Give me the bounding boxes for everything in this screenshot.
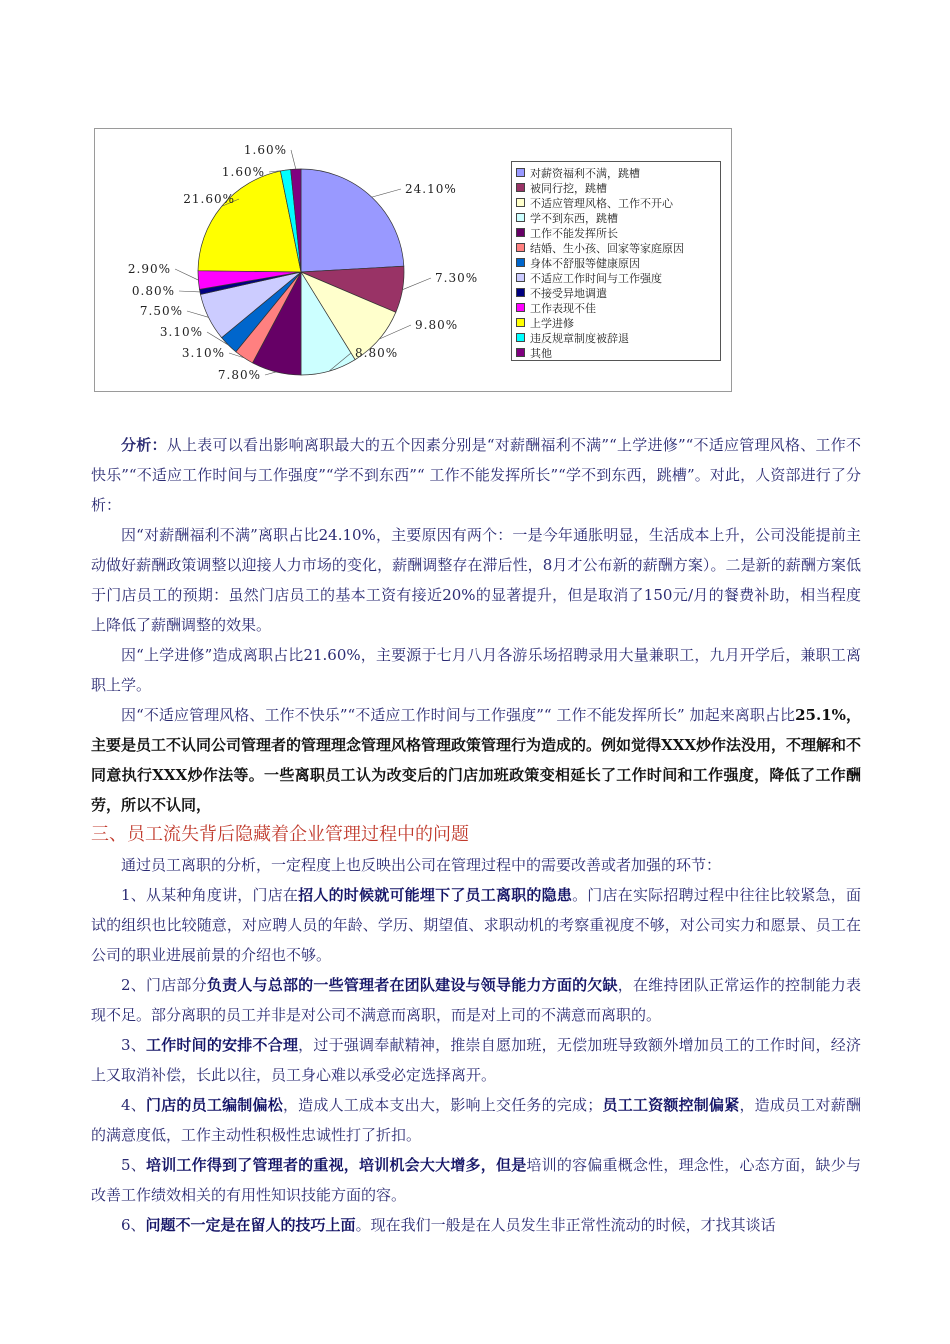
legend-swatch: [516, 258, 525, 267]
salary-paragraph: 因“对薪酬福利不满”离职占比24.10%，主要原因有两个：一是今年通胀明显，生活成本上升，公司没能提前主动做好薪酬政策调整以迎接人力市场的变化，薪酬调整存在滞后性，8月才公布新的薪酬方案）。二是新的薪酬方案低于门店员工的预期：虽然门店员工的基本工资有接近20%的显著提升，但是取消了150元/月的餐费补助，相当程度上降低了薪酬调整的效果。: [91, 526, 861, 634]
legend-label: 工作表现不佳: [530, 301, 596, 315]
legend-label: 结婚、生小孩、回家等家庭原因: [530, 241, 684, 255]
legend-label: 工作不能发挥所长: [530, 226, 618, 240]
legend-entry: [516, 300, 720, 315]
legend-entry: [516, 240, 720, 255]
legend-entry: [516, 315, 720, 330]
legend-label: 不接受异地调遣: [530, 286, 607, 300]
legend-entry: [516, 285, 720, 300]
list-item: 4、门店的员工编制偏松，造成人工成本支出大，影响上交任务的完成；员工工资额控制偏紧，造成员工对薪酬的满意度低，工作主动性积极性忠诚性打了折扣。: [91, 1096, 861, 1144]
slice-value-label: 24.10%: [405, 182, 457, 196]
slice-value-label: 7.50%: [139, 304, 183, 318]
document-body: [91, 430, 861, 1240]
legend-entry: [516, 195, 720, 210]
list-item: 2、门店部分负责人与总部的一些管理者在团队建设与领导能力方面的欠缺，在维持团队正常运作的控制能力表现不足。部分离职的员工并非是对公司不满意而离职，而是对上司的不满意而离职的。: [91, 976, 861, 1024]
legend-swatch: [516, 228, 525, 237]
leader-line: [187, 311, 209, 317]
leader-line: [372, 189, 401, 197]
section-heading: 三、员工流失背后隐藏着企业管理过程中的问题: [91, 824, 469, 845]
legend-swatch: [516, 348, 525, 357]
study-paragraph: 因“上学进修”造成离职占比21.60%，主要源于七月八月各游乐场招聘录用大量兼职工，九月开学后，兼职工离职上学。: [91, 646, 861, 694]
legend-label: 不适应工作时间与工作强度: [530, 271, 662, 285]
analysis-label: 分析：: [121, 436, 167, 454]
legend-label: 学不到东西，跳槽: [530, 211, 618, 225]
legend-swatch: [516, 333, 525, 342]
legend-swatch: [516, 318, 525, 327]
slice-value-label: 3.10%: [159, 325, 203, 339]
legend-label: 其他: [530, 346, 552, 360]
legend-swatch: [516, 288, 525, 297]
slice-value-label: 21.60%: [183, 192, 235, 206]
slice-value-label: 3.10%: [181, 346, 225, 360]
legend-label: 上学进修: [530, 316, 574, 330]
legend-label: 对薪资福利不满，跳槽: [530, 166, 640, 180]
slice-value-label: 0.80%: [131, 284, 175, 298]
legend-swatch: [516, 273, 525, 282]
list-item: 3、工作时间的安排不合理，过于强调奉献精神，推崇自愿加班，无偿加班导致额外增加员工的工作时间，经济上又取消补偿，长此以往，员工身心难以承受必定选择离开。: [91, 1036, 861, 1084]
legend-swatch: [516, 243, 525, 252]
legend-swatch: [516, 213, 525, 222]
legend-label: 违反规章制度被辞退: [530, 331, 629, 345]
slice-value-label: 9.80%: [415, 318, 459, 332]
legend-entry: [516, 270, 720, 285]
list-item: 5、培训工作得到了管理者的重视，培训机会大大增多，但是培训的容偏重概念性，理念性，心态方面，缺少与改善工作绩效相关的有用性知识技能方面的容。: [91, 1156, 861, 1204]
legend-swatch: [516, 168, 525, 177]
legend-entry: [516, 345, 720, 360]
legend-entry: [516, 210, 720, 225]
slice-value-label: 1.60%: [221, 165, 265, 179]
intro-paragraph: 通过员工离职的分析，一定程度上也反映出公司在管理过程中的需要改善或者加强的环节：: [121, 856, 722, 874]
chart-legend: [511, 161, 721, 361]
leader-line: [291, 150, 296, 169]
leader-line: [179, 291, 200, 292]
pie-slice: [301, 169, 404, 272]
list-item: 6、问题不一定是在留人的技巧上面。现在我们一般是在人员发生非正常性流动的时候，才找其谈话: [121, 1216, 776, 1234]
slice-value-label: 1.60%: [243, 143, 287, 157]
legend-entry: [516, 180, 720, 195]
list-item: 1、从某种角度讲，门店在招人的时候就可能埋下了员工离职的隐患。门店在实际招聘过程中往往比较紧急，面试的组织也比较随意，对应聘人员的年龄、学历、期望值、求职动机的考察重视度不够，对公司实力和愿景、员工在公司的职业进展前景的介绍也不够。: [91, 886, 861, 964]
legend-label: 不适应管理风格、工作不开心: [530, 196, 673, 210]
slice-value-label: 2.90%: [127, 262, 171, 276]
legend-entry: [516, 225, 720, 240]
management-paragraph: 因“不适应管理风格、工作不快乐”“不适应工作时间与工作强度”“ 工作不能发挥所长” 加起来离职占比25.1%，主要是员工不认同公司管理者的管理理念管理风格管理政策管理行为造成的。例如觉得XXX炒作法没用，不理解和不同意执行XXX炒作法等。一些离职员工认为改变后的门店加班政策变相延长了工作时间和工作强度，降低了工作酬劳，所以不认同，: [91, 706, 861, 814]
leader-line: [402, 278, 431, 290]
slice-value-label: 7.80%: [217, 368, 261, 382]
leader-line: [175, 269, 198, 280]
legend-swatch: [516, 303, 525, 312]
analysis-paragraph: 分析：从上表可以看出影响离职最大的五个因素分别是“对薪酬福利不满”“上学进修”“不适应管理风格、工作不快乐”“不适应工作时间与工作强度”“学不到东西”“ 工作不能发挥所长”“学不到东西，跳槽”。对此，人资部进行了分析：: [91, 436, 861, 514]
legend-label: 被同行挖，跳槽: [530, 181, 607, 195]
legend-swatch: [516, 198, 525, 207]
pie-chart: [94, 128, 732, 392]
slice-value-label: 7.30%: [435, 271, 479, 285]
legend-label: 身体不舒服等健康原因: [530, 256, 640, 270]
slice-value-label: 8.80%: [355, 346, 399, 360]
legend-entry: [516, 165, 720, 180]
legend-entry: [516, 330, 720, 345]
legend-entry: [516, 255, 720, 270]
legend-swatch: [516, 183, 525, 192]
leader-line: [265, 372, 276, 375]
